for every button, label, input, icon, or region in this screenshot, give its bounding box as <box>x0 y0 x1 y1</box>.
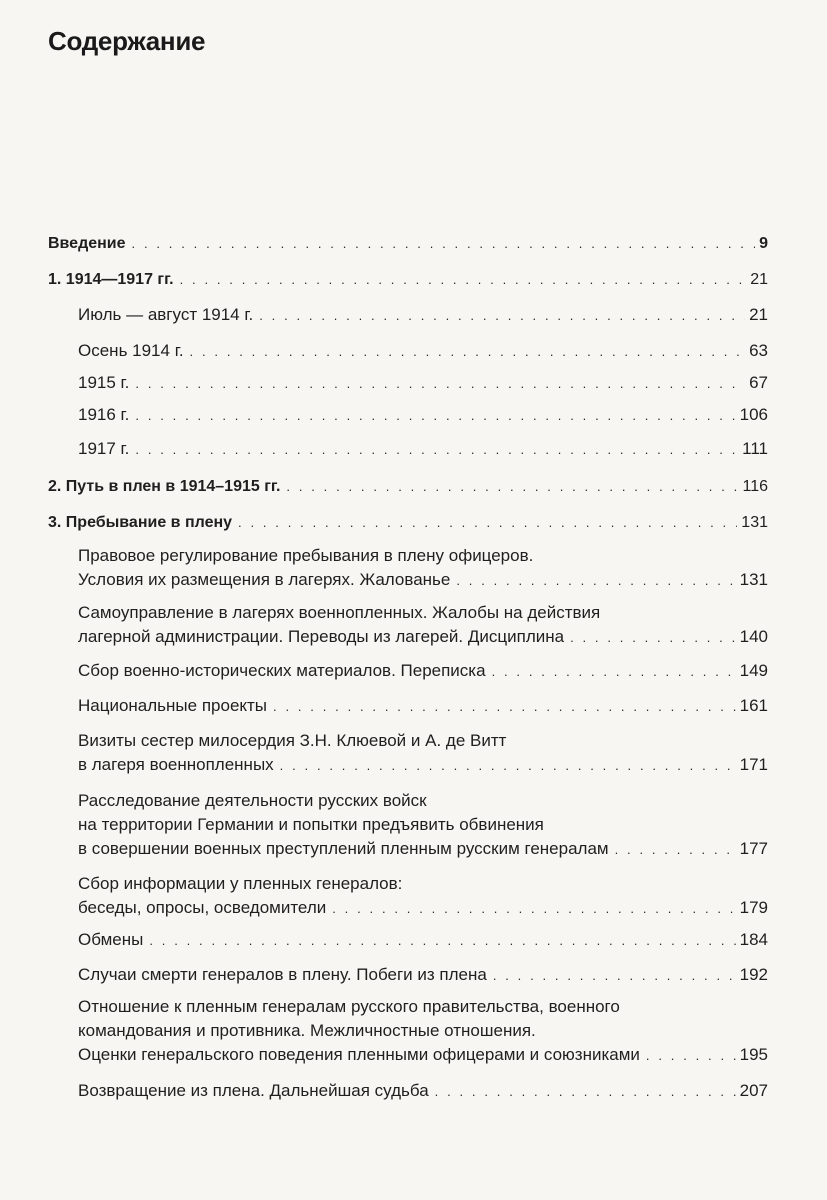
toc-entry-title-line: Правовое регулирование пребывания в плену офицеров. <box>78 546 534 565</box>
toc-entry-title-line: в лагеря военнопленных <box>78 755 274 774</box>
toc-entry-row <box>78 963 768 988</box>
toc-entry[interactable] <box>48 475 768 499</box>
toc-entry-row <box>78 625 768 650</box>
toc-entry[interactable] <box>48 232 768 256</box>
toc-entry[interactable] <box>78 659 768 684</box>
toc-entry-title-line: Расследование деятельности русских войск <box>78 791 427 810</box>
toc-entry-title-line: Введение <box>48 235 126 252</box>
toc-entry-title-line: Оценки генеральского поведения пленными офицерами и союзниками <box>78 1045 640 1064</box>
dot-leader <box>149 929 735 953</box>
toc-entry-title-line: Визиты сестер милосердия З.Н. Клюевой и А. де Витт <box>78 731 507 750</box>
toc-entry-title-line: в совершении военных преступлений пленным русским генералам <box>78 839 609 858</box>
toc-entry[interactable] <box>78 601 768 650</box>
toc-entry-row <box>48 511 768 535</box>
toc-entry-title-line: Июль — август 1914 г. <box>78 305 254 324</box>
toc-entry[interactable] <box>78 371 768 396</box>
dot-leader <box>132 232 756 256</box>
toc-entry[interactable] <box>78 729 768 778</box>
toc-entry[interactable] <box>78 995 768 1068</box>
toc-entry-row <box>78 928 768 953</box>
toc-page-number: 116 <box>742 478 768 495</box>
dot-leader <box>570 626 736 650</box>
toc-entry[interactable] <box>78 1079 768 1104</box>
toc-entry[interactable] <box>78 694 768 719</box>
toc-entry-title-line: Отношение к пленным генералам русского правительства, военного <box>78 997 620 1016</box>
dot-leader <box>190 340 746 364</box>
toc-page-number: 106 <box>739 405 768 424</box>
toc-entry-title-line: Условия их размещения в лагерях. Жалованье <box>78 570 451 589</box>
toc-entry-row <box>78 403 768 428</box>
toc-page-number: 63 <box>749 341 768 360</box>
toc-entry-title-line: Сбор военно-исторических материалов. Переписка <box>78 661 486 680</box>
toc-entry-row <box>48 475 768 499</box>
toc-entry-title-line: 1917 г. <box>78 439 130 458</box>
dot-leader <box>493 964 736 988</box>
page-title: Содержание <box>48 26 206 56</box>
toc-entry-row <box>78 303 768 328</box>
dot-leader <box>135 404 735 428</box>
toc-entry-title-line: Возвращение из плена. Дальнейшая судьба <box>78 1081 429 1100</box>
toc-page-number: 111 <box>742 439 768 458</box>
dot-leader <box>332 897 735 921</box>
toc-page-number: 192 <box>739 965 768 984</box>
toc-page-number: 21 <box>749 305 768 324</box>
toc-page-number: 184 <box>739 930 768 949</box>
toc-entry-row <box>78 837 768 862</box>
toc-page-number: 67 <box>749 373 768 392</box>
dot-leader <box>456 569 735 593</box>
toc-entry[interactable] <box>78 437 768 462</box>
toc-entry-title-line: 3. Пребывание в плену <box>48 514 233 531</box>
dot-leader <box>135 372 745 396</box>
toc-page-number: 195 <box>739 1045 768 1064</box>
toc-entry-row <box>78 568 768 593</box>
dot-leader <box>435 1080 736 1104</box>
toc-entry-title-line: 1915 г. <box>78 373 130 392</box>
toc-page-number: 140 <box>739 627 768 646</box>
toc-entry[interactable] <box>78 928 768 953</box>
toc-entry[interactable] <box>48 268 768 292</box>
toc-entry-row <box>78 753 768 778</box>
toc-entry-title-line: 2. Путь в плен в 1914–1915 гг. <box>48 478 281 495</box>
toc-page-number: 131 <box>739 570 768 589</box>
dot-leader <box>135 438 738 462</box>
toc-entry-row <box>78 896 768 921</box>
toc-entry-title-line: Сбор информации у пленных генералов: <box>78 874 403 893</box>
toc-entry-row <box>78 694 768 719</box>
toc-page-number: 207 <box>739 1081 768 1100</box>
toc-entry-title-line: командования и противника. Межличностные отношения. <box>78 1021 536 1040</box>
dot-leader <box>286 475 738 499</box>
toc-entry-row <box>78 1079 768 1104</box>
toc-entry-title-line: Осень 1914 г. <box>78 341 184 360</box>
toc-entry-title-line: лагерной администрации. Переводы из лагерей. Дисциплина <box>78 627 565 646</box>
toc-entry-title-line: Национальные проекты <box>78 696 268 715</box>
dot-leader <box>280 754 736 778</box>
toc-entry[interactable] <box>78 789 768 862</box>
toc-entry[interactable] <box>78 872 768 921</box>
toc-entry-row <box>78 1043 768 1068</box>
dot-leader <box>646 1044 736 1068</box>
toc-entry-title-line: на территории Германии и попытки предъявить обвинения <box>78 815 544 834</box>
toc-entry-row <box>48 232 768 256</box>
toc-entry-title-line: 1916 г. <box>78 405 130 424</box>
dot-leader <box>273 695 736 719</box>
toc-page-number: 177 <box>739 839 768 858</box>
toc-entry[interactable] <box>78 303 768 328</box>
toc-page-number: 179 <box>739 898 768 917</box>
toc-entry-title-line: Обмены <box>78 930 144 949</box>
toc-entry-title-line: 1. 1914—1917 гг. <box>48 271 174 288</box>
toc-page-number: 161 <box>739 696 768 715</box>
toc-page-number: 9 <box>759 235 768 252</box>
toc-entry-title-line: Самоуправление в лагерях военнопленных. Жалобы на действия <box>78 603 601 622</box>
toc-page-number: 171 <box>739 755 768 774</box>
toc-entry[interactable] <box>78 544 768 593</box>
toc-entry-title-line: беседы, опросы, осведомители <box>78 898 327 917</box>
toc-entry[interactable] <box>78 403 768 428</box>
toc-entry[interactable] <box>78 963 768 988</box>
toc-entry[interactable] <box>78 339 768 364</box>
toc-page-number: 149 <box>739 661 768 680</box>
toc-entry-title-line: Случаи смерти генералов в плену. Побеги из плена <box>78 965 487 984</box>
toc-entry-row <box>78 339 768 364</box>
dot-leader <box>259 304 745 328</box>
dot-leader <box>492 660 736 684</box>
toc-entry[interactable] <box>48 511 768 535</box>
toc-entry-row <box>78 437 768 462</box>
toc-entry-row <box>78 371 768 396</box>
dot-leader <box>180 268 747 292</box>
toc-entry-row <box>78 659 768 684</box>
dot-leader <box>238 511 737 535</box>
toc-page-number: 21 <box>750 271 768 288</box>
toc-entry-row <box>48 268 768 292</box>
dot-leader <box>615 838 736 862</box>
toc-page-number: 131 <box>741 514 768 531</box>
